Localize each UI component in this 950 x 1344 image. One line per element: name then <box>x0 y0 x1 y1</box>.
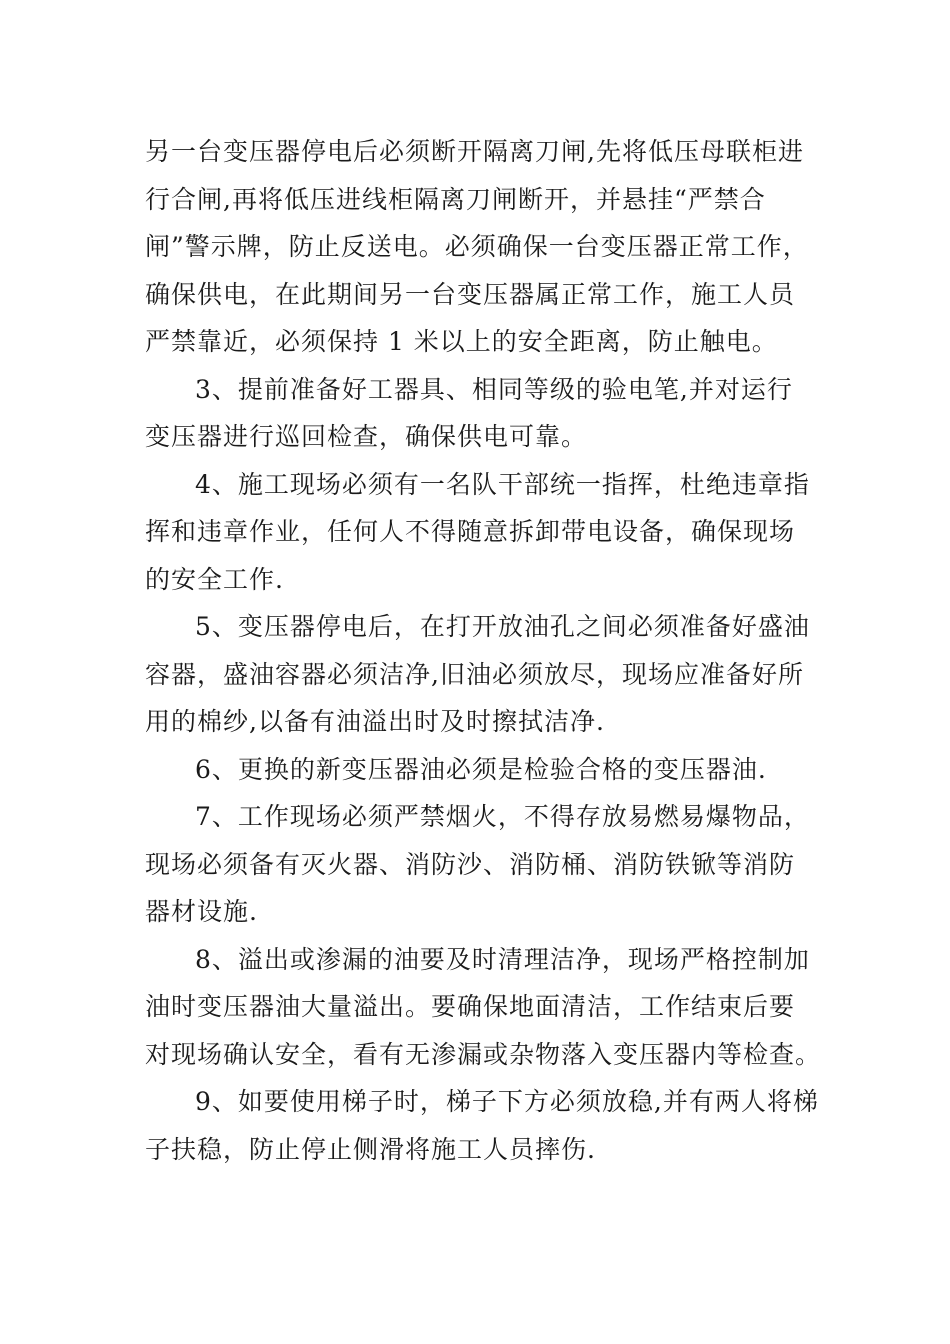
text-line: 严禁靠近，必须保持 1 米以上的安全距离，防止触电。 <box>145 327 778 356</box>
text-line: 容器，盛油容器必须洁净,旧油必须放尽，现场应准备好所 <box>145 659 804 689</box>
text-line: 器材设施. <box>145 897 258 926</box>
text-line: 挥和违章作业，任何人不得随意拆卸带电设备，确保现场 <box>145 517 796 546</box>
text-line: 油时变压器油大量溢出。要确保地面清洁，工作结束后要 <box>145 992 796 1021</box>
text-line: 9、如要使用梯子时，梯子下方必须放稳,并有两人将梯 <box>195 1087 819 1116</box>
text-line: 用的棉纱,以备有油溢出时及时擦拭洁净. <box>145 707 605 736</box>
text-line: 3、提前准备好工器具、相同等级的验电笔,并对运行 <box>195 374 793 404</box>
text-line: 另一台变压器停电后必须断开隔离刀闸,先将低压母联柜进 <box>145 137 804 166</box>
text-line: 行合闸,再将低压进线柜隔离刀闸断开，并悬挂“严禁合 <box>145 184 766 214</box>
text-line: 6、更换的新变压器油必须是检验合格的变压器油. <box>195 754 767 784</box>
text-line: 4、施工现场必须有一名队干部统一指挥，杜绝违章指 <box>195 469 810 499</box>
text-line: 现场必须备有灭火器、消防沙、消防桶、消防铁锨等消防 <box>145 849 796 879</box>
text-line: 对现场确认安全，看有无渗漏或杂物落入变压器内等检查。 <box>145 1039 822 1069</box>
text-line: 7、工作现场必须严禁烟火，不得存放易燃易爆物品， <box>195 802 810 831</box>
text-line: 的安全工作. <box>145 564 284 594</box>
text-line: 子扶稳，防止停止侧滑将施工人员摔伤. <box>145 1134 596 1164</box>
text-line: 确保供电，在此期间另一台变压器属正常工作，施工人员 <box>145 279 796 309</box>
text-line: 5、变压器停电后，在打开放油孔之间必须准备好盛油 <box>195 612 810 641</box>
text-line: 8、溢出或渗漏的油要及时清理洁净，现场严格控制加 <box>195 944 810 974</box>
text-line: 闸”警示牌，防止反送电。必须确保一台变压器正常工作， <box>145 232 809 261</box>
text-line: 变压器进行巡回检查，确保供电可靠。 <box>145 422 588 451</box>
document-body <box>145 128 822 1173</box>
